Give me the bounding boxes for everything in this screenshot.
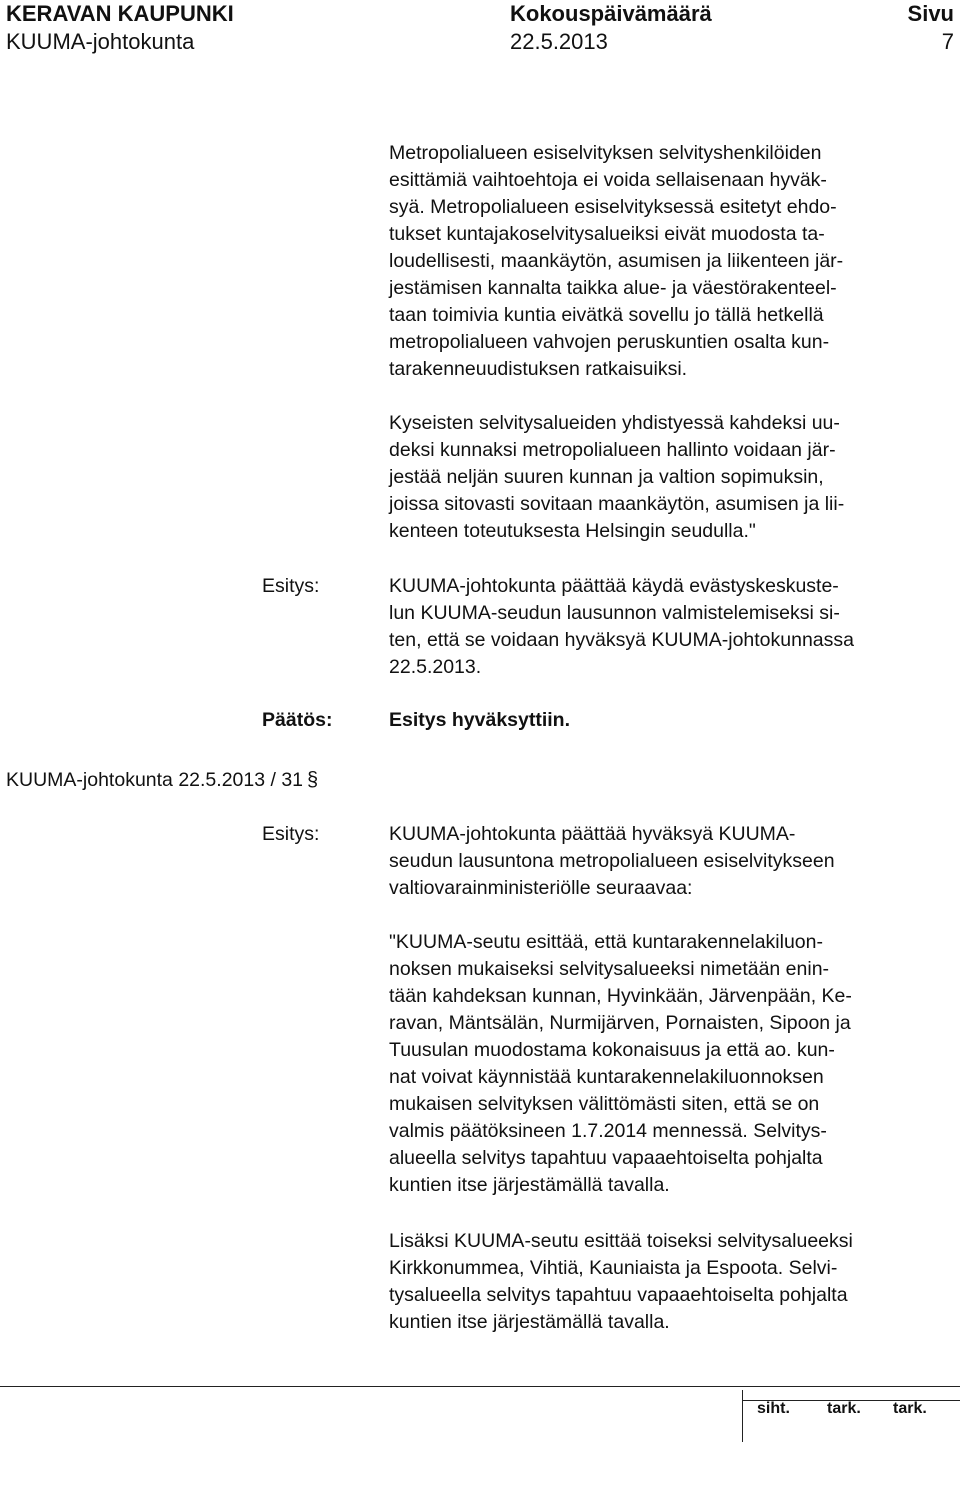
quote-block-1	[389, 140, 955, 383]
footer-divider	[0, 1386, 960, 1387]
proposal-1-text	[389, 573, 955, 681]
decision-label: Päätös:	[262, 709, 333, 731]
text-line: metropolialueen vahvojen peruskuntien osalta kun-	[389, 331, 830, 353]
section-reference	[6, 767, 318, 794]
header-row-bottom	[0, 29, 960, 55]
text-line: KUUMA-johtokunta päättää hyväksyä KUUMA-	[389, 823, 796, 845]
text-line: seudun lausuntona metropolialueen esiselvitykseen	[389, 850, 835, 872]
text-line: Tuusulan muodostama kokonaisuus ja että ao. kun-	[389, 1039, 835, 1061]
body-name: KUUMA-johtokunta	[6, 29, 195, 54]
text-line: kenteen toteutuksesta Helsingin seudulla."	[389, 520, 756, 542]
text-line: jestämisen kannalta taikka alue- ja väestörakenteel-	[389, 277, 837, 299]
text-line: deksi kunnaksi metropolialueen hallinto voidaan jär-	[389, 439, 836, 461]
proposal-label: Esitys:	[262, 823, 320, 845]
decision-text	[389, 707, 955, 734]
text-line: noksen mukaiseksi selvitysalueeksi nimetään enin-	[389, 958, 830, 980]
text-line: taan toimivia kuntia eivätkä sovellu jo tällä hetkellä	[389, 304, 824, 326]
text-line: joissa sitovasti sovitaan maankäytön, asumisen ja lii-	[389, 493, 845, 515]
section-mark: §	[307, 769, 319, 791]
text-line: jestää neljän suuren kunnan ja valtion sopimuksin,	[389, 466, 824, 488]
text-line: Kyseisten selvitysalueiden yhdistyessä kahdeksi uu-	[389, 412, 840, 434]
proposal-label: Esitys:	[262, 575, 320, 597]
text-line: loudellisesti, maankäytön, asumisen ja liikenteen jär-	[389, 250, 844, 272]
quote-block-2	[389, 410, 955, 545]
page-label: Sivu	[907, 1, 954, 26]
text-line: esittämiä vaihtoehtoja ei voida sellaisenaan hyväk-	[389, 169, 827, 191]
quote-block-4	[389, 1228, 955, 1336]
text-line: nat voivat käynnistää kuntarakennelakiluonnoksen	[389, 1066, 824, 1088]
text-line: lun KUUMA-seudun lausunnon valmistelemiseksi si-	[389, 602, 840, 624]
org-name: KERAVAN KAUPUNKI	[6, 1, 234, 26]
text-line: Kirkkonummea, Vihtiä, Kauniaista ja Espoota. Selvi-	[389, 1257, 838, 1279]
meeting-date-label: Kokouspäivämäärä	[510, 1, 712, 26]
text-line: alueella selvitys tapahtuu vapaaehtoiselta pohjalta	[389, 1147, 823, 1169]
section-reference-text: KUUMA-johtokunta 22.5.2013 / 31	[6, 769, 304, 791]
text-line: kuntien itse järjestämällä tavalla.	[389, 1174, 670, 1196]
text-line: "KUUMA-seutu esittää, että kuntarakennelakiluon-	[389, 931, 823, 953]
signature-box	[742, 1390, 960, 1442]
text-line: tysalueella selvitys tapahtuu vapaaehtoiselta pohjalta	[389, 1284, 848, 1306]
text-line: tukset kuntajakoselvitysalueiksi eivät muodosta ta-	[389, 223, 825, 245]
text-line: Lisäksi KUUMA-seutu esittää toiseksi selvitysalueeksi	[389, 1230, 853, 1252]
page-number: 7	[941, 29, 954, 54]
meeting-date: 22.5.2013	[510, 29, 608, 54]
signature-label-secretary: siht.	[757, 1400, 790, 1417]
text-line: mukaisen selvityksen välittömästi siten, että se on	[389, 1093, 820, 1115]
text-line: kuntien itse järjestämällä tavalla.	[389, 1311, 670, 1333]
text-line: Metropolialueen esiselvityksen selvityshenkilöiden	[389, 142, 822, 164]
text-line: ten, että se voidaan hyväksyä KUUMA-johtokunnassa	[389, 629, 855, 651]
text-line: valmis päätöksineen 1.7.2014 mennessä. Selvitys-	[389, 1120, 827, 1142]
signature-label-checker-1: tark.	[827, 1400, 861, 1417]
text-line: tään kahdeksan kunnan, Hyvinkään, Järvenpään, Ke-	[389, 985, 852, 1007]
text-line: KUUMA-johtokunta päättää käydä evästyskeskuste-	[389, 575, 839, 597]
text-line: valtiovarainministeriölle seuraavaa:	[389, 877, 693, 899]
decision-line: Esitys hyväksyttiin.	[389, 709, 571, 731]
text-line: ravan, Mäntsälän, Nurmijärven, Pornaisten, Sipoon ja	[389, 1012, 851, 1034]
header-row-top	[0, 1, 960, 27]
quote-block-3	[389, 929, 955, 1199]
text-line: syä. Metropolialueen esiselvityksessä esitetyt ehdo-	[389, 196, 837, 218]
text-line: 22.5.2013.	[389, 656, 482, 678]
signature-label-checker-2: tark.	[893, 1400, 927, 1417]
proposal-2-text	[389, 821, 955, 902]
text-line: tarakenneuudistuksen ratkaisuiksi.	[389, 358, 688, 380]
